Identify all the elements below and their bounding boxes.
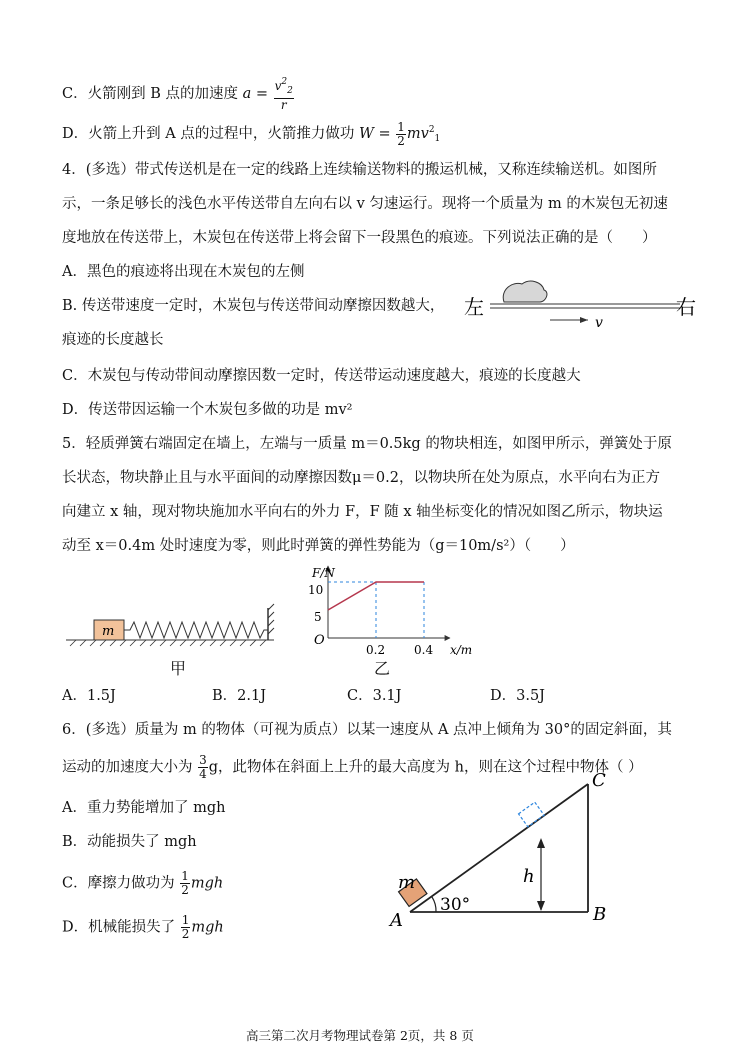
graph-origin: O bbox=[314, 633, 325, 648]
q5-stem-line3: 向建立 x 轴，现对物块施加水平向右的外力 F，F 随 x 轴坐标变化的情况如图乙所示，物块运 bbox=[62, 504, 663, 520]
graph-xtick-0.2: 0.2 bbox=[366, 643, 386, 657]
ghost-rect bbox=[519, 802, 545, 827]
q3-option-c-eq: a = bbox=[242, 86, 268, 102]
q5-stem-line2: 长状态，物块静止且与水平面间的动摩擦因数μ＝0.2，以物块所在处为原点，水平向右为正方 bbox=[62, 470, 660, 486]
q3-option-c bbox=[62, 76, 295, 112]
q3-option-d bbox=[62, 120, 440, 149]
frac-num: 1 bbox=[181, 913, 190, 927]
block-label: m bbox=[102, 624, 115, 639]
frac-num-sub: 2 bbox=[287, 86, 293, 96]
q6-option-d-text: D．机械能损失了 bbox=[62, 919, 176, 936]
q3-option-d-text: D．火箭上升到 A 点的过程中，火箭推力做功 bbox=[62, 126, 355, 142]
q6-accel-fraction bbox=[198, 754, 208, 781]
h-dim-arrow-down bbox=[537, 901, 545, 911]
q4-stem-line3: 度地放在传送带上，木炭包在传送带上将会留下一段黑色的痕迹。下列说法正确的是（ ） bbox=[62, 230, 657, 246]
q6-option-d-fraction bbox=[181, 914, 191, 941]
frac-den: 2 bbox=[181, 883, 189, 897]
q4-option-b-line2: 痕迹的长度越长 bbox=[62, 332, 164, 348]
q4-option-d: D．传送带因运输一个木炭包多做的功是 mv² bbox=[62, 402, 353, 418]
fig-A-label: A bbox=[390, 910, 403, 931]
fig-h-label: h bbox=[523, 866, 535, 887]
q3-option-d-eq: W = bbox=[358, 126, 391, 142]
graph-ytick-5: 5 bbox=[314, 610, 322, 624]
q6-option-d-mgh: mgh bbox=[191, 919, 224, 936]
q6-option-c-mgh: mgh bbox=[190, 875, 224, 892]
graph-ylabel: F/N bbox=[312, 566, 335, 580]
q6-option-c-text: C．摩擦力做功为 bbox=[62, 875, 175, 892]
fig-left-label: 左 bbox=[464, 295, 484, 319]
rhs-sup: 2 bbox=[428, 125, 435, 135]
incline-slope bbox=[410, 784, 588, 912]
incline-figure bbox=[388, 764, 628, 934]
frac-num-sup: 2 bbox=[281, 77, 288, 87]
fig-C-label: C bbox=[592, 770, 606, 791]
wall-hatch bbox=[268, 604, 274, 634]
frac-num: 1 bbox=[181, 869, 189, 883]
frac-num: 3 bbox=[199, 753, 207, 767]
q5-option-a: A．1.5J bbox=[62, 688, 116, 704]
q4-option-b-line1: B. 传送带速度一定时，木炭包与传送带间动摩擦因数越大， bbox=[62, 298, 445, 314]
frac-den: 2 bbox=[397, 133, 405, 148]
q6-option-a: A．重力势能增加了 mgh bbox=[62, 800, 226, 816]
graph-xtick-0.4: 0.4 bbox=[414, 643, 434, 657]
graph-ytick-10: 10 bbox=[308, 583, 324, 597]
frac-num: 1 bbox=[397, 119, 405, 134]
q6-stem-line1: 6．(多选）质量为 m 的物体（可视为质点）以某一速度从 A 点冲上倾角为 30°的固定斜面，其 bbox=[62, 722, 672, 738]
page-footer: 高三第二次月考物理试卷第 2页，共 8 页 bbox=[246, 1028, 474, 1043]
q3-option-d-fraction bbox=[396, 121, 406, 148]
fig-right-label: 右 bbox=[676, 295, 696, 319]
conveyor-figure bbox=[460, 278, 700, 330]
q6-option-c-fraction bbox=[180, 870, 190, 897]
graph-guides bbox=[328, 582, 424, 638]
q6-option-b: B．动能损失了 mgh bbox=[62, 834, 197, 850]
charcoal-bag bbox=[503, 281, 547, 302]
q3-option-c-text: C．火箭刚到 B 点的加速度 bbox=[62, 86, 238, 102]
floor-hatch bbox=[70, 640, 266, 646]
fig-jia-caption: 甲 bbox=[170, 659, 187, 678]
angle-arc bbox=[432, 897, 436, 912]
q5-option-c: C．3.1J bbox=[347, 688, 402, 704]
q6-stem-line2-a: 运动的加速度大小为 bbox=[62, 759, 193, 776]
fig-angle-label: 30° bbox=[440, 895, 471, 915]
q5-option-b: B．2.1J bbox=[212, 688, 267, 704]
q3-option-d-rhs: mv bbox=[406, 126, 429, 142]
frac-den: 2 bbox=[181, 927, 190, 941]
fig-yi-caption: 乙 bbox=[374, 659, 391, 678]
q4-option-c: C．木炭包与传动带间动摩擦因数一定时，传送带运动速度越大，痕迹的长度越大 bbox=[62, 368, 581, 384]
frac-num: v bbox=[274, 79, 282, 93]
graph-xlabel: x/m bbox=[450, 643, 472, 657]
q5-option-d: D．3.5J bbox=[490, 688, 545, 704]
q5-stem-line4: 动至 x＝0.4m 处时速度为零，则此时弹簧的弹性势能为（g＝10m/s²）（ ） bbox=[62, 538, 575, 554]
spring bbox=[124, 622, 268, 638]
q6-option-d bbox=[62, 914, 224, 941]
q4-option-a: A．黑色的痕迹将出现在木炭包的左侧 bbox=[62, 264, 305, 280]
frac-den: r bbox=[280, 98, 287, 112]
velocity-arrowhead bbox=[580, 317, 588, 323]
q4-stem-line1: 4．(多选）带式传送机是在一定的线路上连续输送物料的搬运机械，又称连续输送机。如图所 bbox=[62, 162, 657, 178]
mass-block-ghost bbox=[519, 802, 545, 827]
h-dim-arrow-up bbox=[537, 838, 545, 848]
frac-den: 4 bbox=[199, 767, 207, 781]
fig-velocity-label: v bbox=[595, 315, 603, 330]
q6-stem-line2-b: g，此物体在斜面上上升的最大高度为 h，则在这个过程中物体（ ） bbox=[208, 759, 643, 776]
fig-B-label: B bbox=[593, 904, 607, 925]
spring-figure bbox=[62, 598, 282, 652]
q5-stem-line1: 5．轻质弹簧右端固定在墙上，左端与一质量 m＝0.5kg 的物块相连，如图甲所示，弹簧处于原 bbox=[62, 436, 672, 452]
q3-option-c-fraction bbox=[274, 76, 294, 112]
rhs-sub: 1 bbox=[434, 134, 441, 144]
fig-m-label: m bbox=[398, 872, 416, 893]
q6-option-c bbox=[62, 870, 223, 897]
q4-stem-line2: 示，一条足够长的浅色水平传送带自左向右以 v 匀速运行。现将一个质量为 m 的木炭包无初速 bbox=[62, 196, 668, 212]
force-graph bbox=[292, 560, 472, 660]
